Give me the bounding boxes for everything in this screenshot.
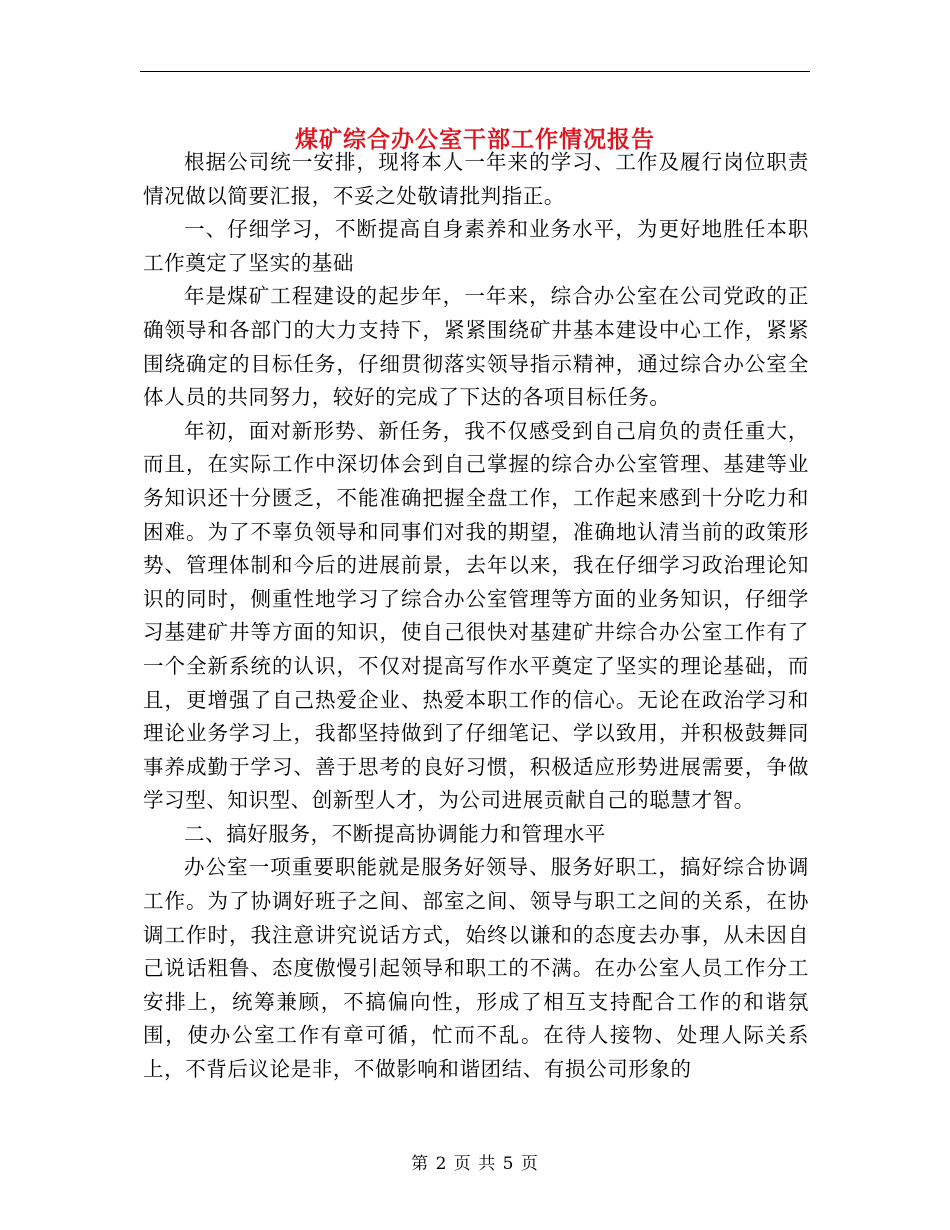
document-title: 煤矿综合办公室干部工作情况报告 <box>295 126 655 154</box>
footer-suffix: 页 <box>520 1154 539 1174</box>
footer-middle: 页 共 <box>453 1154 497 1174</box>
page-footer <box>0 1152 950 1176</box>
paragraph-learning: 年初，面对新形势、新任务，我不仅感受到自己肩负的责任重大，而且，在实际工作中深切体会到自己掌握的综合办公室管理、基建等业务知识还十分匮乏，不能准确把握全盘工作，工作起来感到十分吃力和困难。为了不辜负领导和同事们对我的期望，准确地认清当前的政策形势、管理体制和今后的进展前景，去年以来，我在仔细学习政治理论知识的同时，侧重性地学习了综合办公室管理等方面的业务知识，仔细学习基建矿井等方面的知识，使自己很快对基建矿井综合办公室工作有了一个全新系统的认识，不仅对提高写作水平奠定了坚实的理论基础，而且，更增强了自己热爱企业、热爱本职工作的信心。无论在政治学习和理论业务学习上，我都坚持做到了仔细笔记、学以致用，并积极鼓舞同事养成勤于学习、善于思考的良好习惯，积极适应形势进展需要，争做学习型、知识型、创新型人才，为公司进展贡献自己的聪慧才智。 <box>143 418 809 813</box>
footer-prefix: 第 <box>411 1154 430 1174</box>
header-rule <box>140 71 810 72</box>
section-heading-2: 二、搞好服务，不断提高协调能力和管理水平 <box>184 821 606 846</box>
paragraph-intro: 根据公司统一安排，现将本人一年来的学习、工作及履行岗位职责情况做以简要汇报，不妥之处敬请批判指正。 <box>143 150 809 208</box>
document-body <box>143 146 809 1087</box>
total-pages-number: 5 <box>502 1154 515 1174</box>
current-page-number: 2 <box>435 1154 448 1174</box>
paragraph-overview: 年是煤矿工程建设的起步年，一年来，综合办公室在公司党政的正确领导和各部门的大力支持下，紧紧围绕矿井基本建设中心工作，紧紧围绕确定的目标任务，仔细贯彻落实领导指示精神，通过综合办公室全体人员的共同努力，较好的完成了下达的各项目标任务。 <box>143 284 809 410</box>
section-heading-1: 一、仔细学习，不断提高自身素养和业务水平，为更好地胜任本职工作奠定了坚实的基础 <box>143 217 809 275</box>
paragraph-service: 办公室一项重要职能就是服务好领导、服务好职工，搞好综合协调工作。为了协调好班子之间、部室之间、领导与职工之间的关系，在协调工作时，我注意讲究说话方式，始终以谦和的态度去办事，从未因自己说话粗鲁、态度傲慢引起领导和职工的不满。在办公室人员工作分工安排上，统筹兼顾，不搞偏向性，形成了相互支持配合工作的和谐氛围，使办公室工作有章可循，忙而不乱。在待人接物、处理人际关系上，不背后议论是非，不做影响和谐团结、有损公司形象的 <box>143 855 809 1082</box>
